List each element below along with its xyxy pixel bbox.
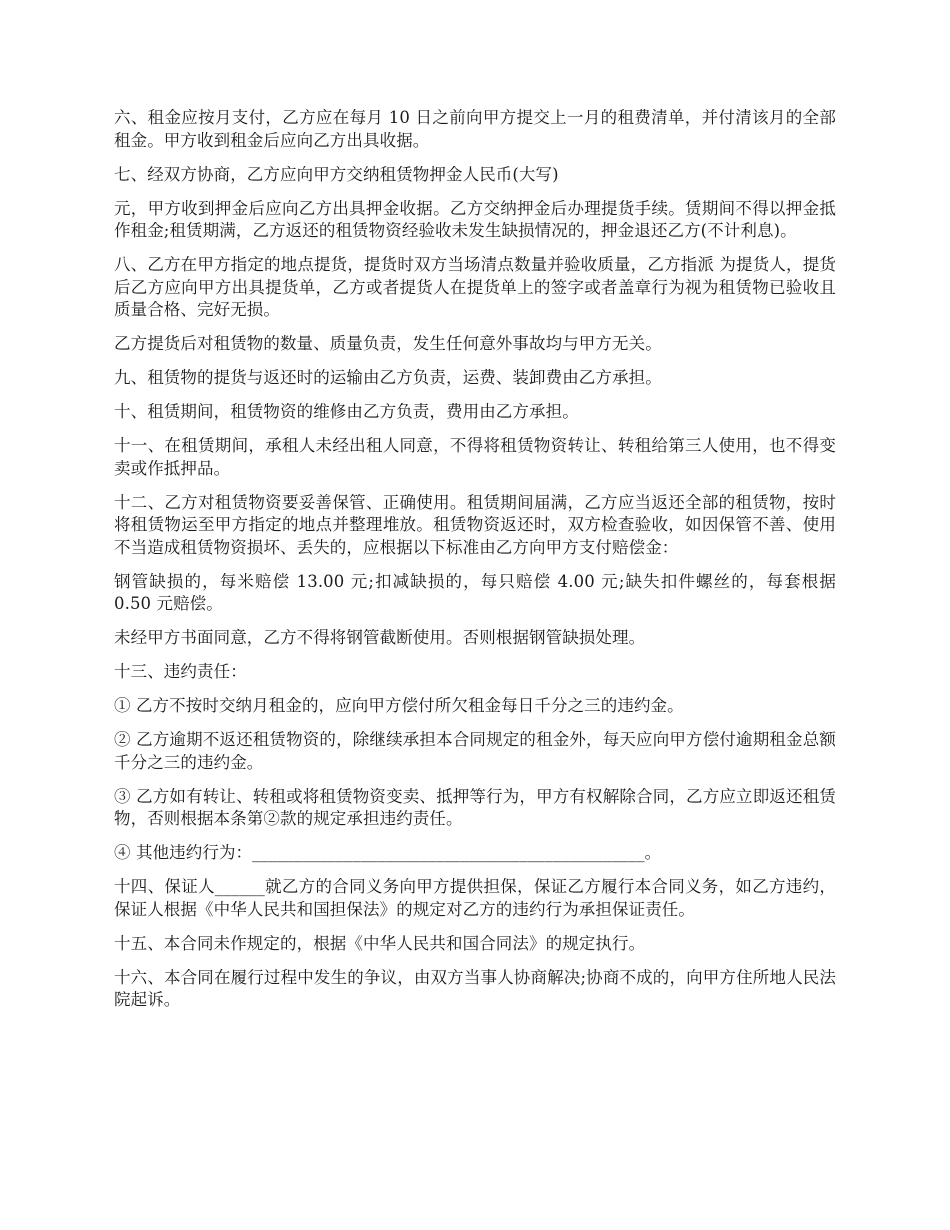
clause-7-deposit-intro: 七、经双方协商，乙方应向甲方交纳租赁物押金人民币(大写) [114,164,559,184]
clause-10-maintenance: 十、租赁期间，租赁物资的维修由乙方负责，费用由乙方承担。 [114,402,579,421]
clause-16-disputes: 十六、本合同在履行过程中发生的争议，由双方当事人协商解决;协商不成的，向甲方住所地人民法院起诉。 [114,967,836,1009]
clause-12-return: 十二、乙方对租赁物资要妥善保管、正确使用。租赁期间届满，乙方应当返还全部的租赁物，按时将租赁物运至甲方指定的地点并整理堆放。租赁物资返还时，双方检查验收，如因保管不善、使用不当造成租赁物资损坏、丢失的，应根据以下标准由乙方向甲方支付赔偿金： [114,492,836,557]
document-page [114,107,836,1023]
clause-7-deposit-terms: 元，甲方收到押金后应向乙方出具押金收据。乙方交纳押金后办理提货手续。赁期间不得以押金抵作租金;租赁期满，乙方返还的租赁物资经验收未发生缺损情况的，押金退还乙方(不计利息)。 [114,198,836,240]
clause-11-sublease: 十一、在租赁期间，承租人未经出租人同意，不得将租赁物资转让、转租给第三人使用，也不得变卖或作抵押品。 [114,436,836,478]
clause-12-cutting-prohibited: 未经甲方书面同意，乙方不得将钢管截断使用。否则根据钢管缺损处理。 [114,628,646,647]
clause-14-guarantor: 十四、保证人______就乙方的合同义务向甲方提供担保，保证乙方履行本合同义务，如乙方违约，保证人根据《中华人民共和国担保法》的规定对乙方的违约行为承担保证责任。 [114,877,836,919]
clause-8-pickup: 八、乙方在甲方指定的地点提货，提货时双方当场清点数量并验收质量，乙方指派 为提货人，提货后乙方应向甲方出具提货单，乙方或者提货人在提货单上的签字或者盖章行为视为租赁物已验收且质量合格、完好无损。 [114,255,836,319]
clause-13-item-2: ② 乙方逾期不返还租赁物资的，除继续承担本合同规定的租金外，每天应向甲方偿付逾期租金总额千分之三的违约金。 [114,730,836,772]
clause-15-governing-law: 十五、本合同未作规定的，根据《中华人民共和国合同法》的规定执行。 [114,933,646,953]
clause-13-item-3: ③ 乙方如有转让、转租或将租赁物资变卖、抵押等行为，甲方有权解除合同，乙方应立即返还租赁物，否则根据本条第②款的规定承担违约责任。 [114,786,836,828]
clause-9-transport: 九、租赁物的提货与返还时的运输由乙方负责，运费、装卸费由乙方承担。 [114,368,662,387]
clause-8-responsibility: 乙方提货后对租赁物的数量、质量负责，发生任何意外事故均与甲方无关。 [114,334,662,353]
clause-13-heading: 十三、违约责任： [114,662,247,681]
clause-13-item-1: ① 乙方不按时交纳月租金的，应向甲方偿付所欠租金每日千分之三的违约金。 [114,696,684,715]
clause-6-rent-payment: 六、租金应按月支付，乙方应在每月 10 日之前向甲方提交上一月的租费清单，并付清该月的全部租金。甲方收到租金后应向乙方出具收据。 [114,108,836,150]
clause-13-item-4: ④ 其他违约行为：_______________________________________________。 [114,843,662,862]
clause-12-compensation-rates: 钢管缺损的，每米赔偿 13.00 元;扣减缺损的，每只赔偿 4.00 元;缺失扣件螺丝的，每套根据 0.50 元赔偿。 [114,571,836,613]
